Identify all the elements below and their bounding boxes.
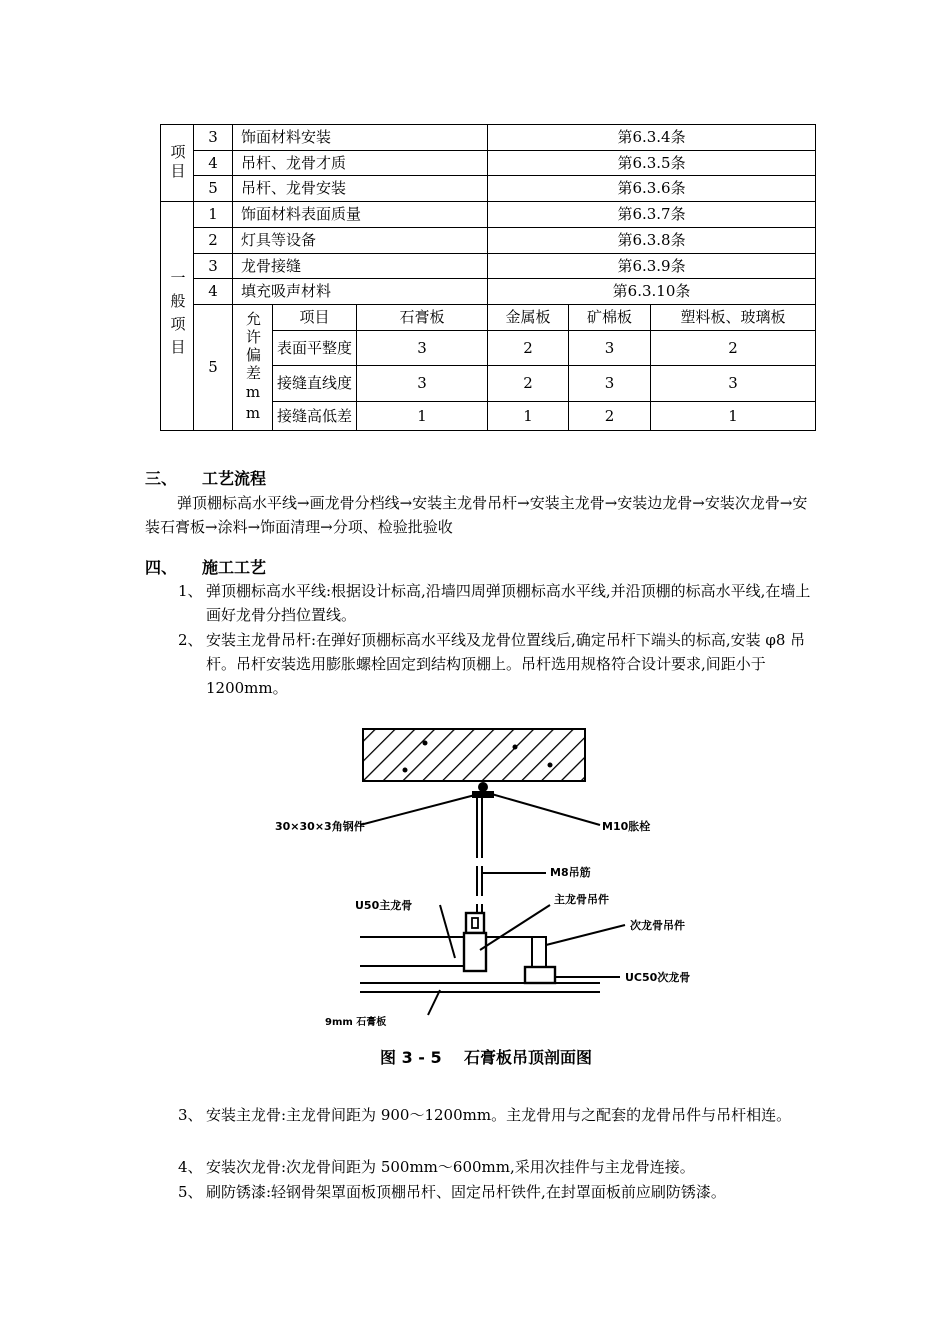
deviation-value: 2 [651,331,816,366]
figure-caption-number: 图 3 - 5 [380,1048,442,1067]
step-number: 1、 [178,582,203,600]
step-text: 安装次龙骨:次龙骨间距为 500mm～600mm,采用次挂件与主龙骨连接。 [206,1158,695,1176]
row-item: 饰面材料表面质量 [233,202,488,228]
step-text: 安装主龙骨:主龙骨间距为 900～1200mm。主龙骨用与之配套的龙骨吊件与吊杆相连。 [206,1106,792,1124]
ceiling-section-figure [250,715,710,1075]
step-number: 2、 [178,631,203,649]
row-item: 填充吸声材料 [233,279,488,305]
label-u50: U50主龙骨 [355,899,413,912]
row-item: 吊杆、龙骨才质 [233,151,488,176]
row-no: 4 [194,279,233,305]
deviation-header: 石膏板 [357,305,488,331]
deviation-value: 3 [569,366,651,402]
row-no: 3 [194,254,233,279]
uc50-sub-keel [525,967,555,983]
deviation-header: 矿棉板 [569,305,651,331]
row-no: 3 [194,125,233,151]
deviation-value: 2 [488,366,569,402]
deviation-header: 塑料板、玻璃板 [651,305,816,331]
section4-title: 施工工艺 [202,558,267,577]
main-group-cell [161,125,194,202]
row-no: 4 [194,151,233,176]
label-gypsum: 9mm 石膏板 [325,1017,387,1028]
deviation-value: 2 [569,402,651,431]
label-sub-hanger: 次龙骨吊件 [630,919,685,932]
row-ref: 第6.3.7条 [488,202,816,228]
deviation-value: 3 [651,366,816,402]
quality-spec-table [160,124,816,431]
row-no: 1 [194,202,233,228]
concrete-slab [363,729,585,781]
deviation-value: 1 [488,402,569,431]
row-no: 5 [194,305,233,431]
row-no: 5 [194,176,233,202]
deviation-item: 表面平整度 [273,331,357,366]
label-angle-steel: 30×30×3角钢件 [275,820,365,833]
row-item: 龙骨接缝 [233,254,488,279]
deviation-item: 接缝直线度 [273,366,357,402]
row-ref: 第6.3.8条 [488,228,816,254]
step-text: 弹顶棚标高水平线:根据设计标高,沿墙四周弹顶棚标高水平线,并沿顶棚的标高水平线,在墙上画好龙骨分挡位置线。 [206,582,811,624]
deviation-value: 1 [357,402,488,431]
deviation-value: 2 [488,331,569,366]
deviation-value: 3 [357,331,488,366]
deviation-label: 允许偏差mm [244,310,262,425]
main-group-label: 项目 [168,144,187,182]
row-ref: 第6.3.6条 [488,176,816,202]
row-ref: 第6.3.10条 [488,279,816,305]
step-text: 刷防锈漆:轻钢骨架罩面板顶棚吊杆、固定吊杆铁件,在封罩面板前应刷防锈漆。 [206,1183,726,1201]
figure-caption-text: 石膏板吊顶剖面图 [464,1048,593,1067]
label-uc50: UC50次龙骨 [625,971,691,984]
general-group-cell [161,202,194,431]
general-group-label: 一般项目 [168,270,187,362]
row-ref: 第6.3.9条 [488,254,816,279]
label-main-hanger: 主龙骨吊件 [554,893,609,906]
section3-title: 工艺流程 [202,469,267,488]
deviation-value: 1 [651,402,816,431]
step-number: 4、 [178,1158,203,1176]
deviation-label-cell [233,305,273,431]
section4-number: 四、 [145,558,178,577]
row-ref: 第6.3.5条 [488,151,816,176]
sub-keel-hanger [532,937,546,967]
deviation-item: 接缝高低差 [273,402,357,431]
row-ref: 第6.3.4条 [488,125,816,151]
row-item: 灯具等设备 [233,228,488,254]
process-flow: 弹顶棚标高水平线→画龙骨分档线→安装主龙骨吊杆→安装主龙骨→安装边龙骨→安装次龙骨→安装石膏板→涂料→饰面清理→分项、检验批验收 [145,494,808,536]
main-keel-hanger [466,913,484,933]
label-bolt: M10胀栓 [602,820,651,833]
deviation-header: 金属板 [488,305,569,331]
step-number: 3、 [178,1106,203,1124]
row-no: 2 [194,228,233,254]
step-number: 5、 [178,1183,203,1201]
bolt-head [478,782,488,792]
section3-number: 三、 [145,469,178,488]
deviation-value: 3 [357,366,488,402]
row-item: 吊杆、龙骨安装 [233,176,488,202]
step-text: 安装主龙骨吊杆:在弹好顶棚标高水平线及龙骨位置线后,确定吊杆下端头的标高,安装 φ8 吊杆。吊杆安装选用膨胀螺栓固定到结构顶棚上。吊杆选用规格符合设计要求,间距小于 1200mm。 [206,631,806,697]
deviation-header: 项目 [273,305,357,331]
label-rod: M8吊筋 [550,866,591,879]
deviation-value: 3 [569,331,651,366]
row-item: 饰面材料安装 [233,125,488,151]
